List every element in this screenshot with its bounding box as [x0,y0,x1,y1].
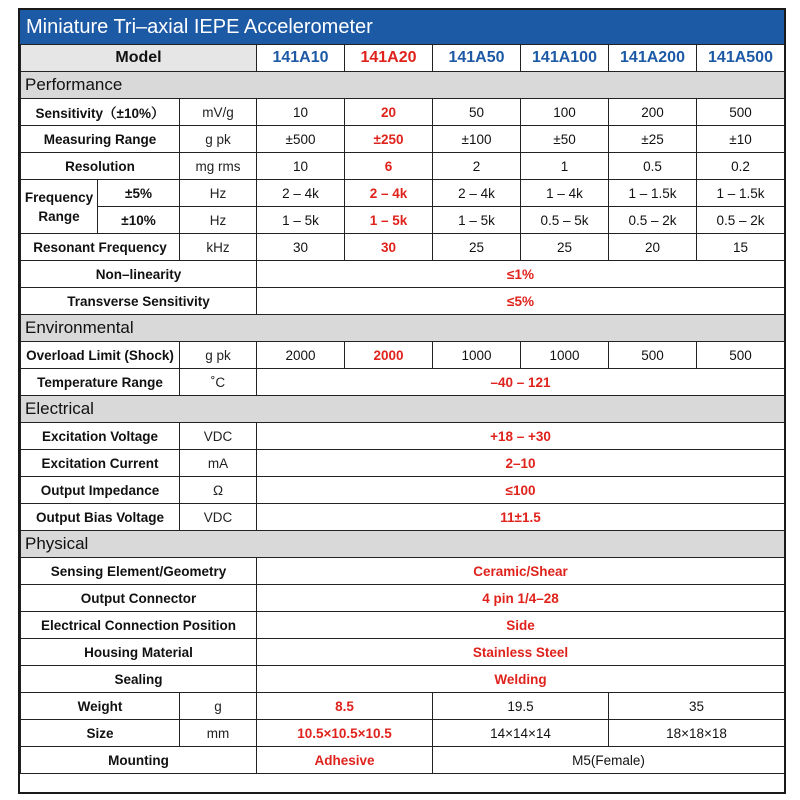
row-housing [21,639,785,666]
resonant-value: 30 [345,234,433,261]
range-label: Measuring Range [21,126,180,153]
model-141a50: 141A50 [433,45,521,72]
sensing-label: Sensing Element/Geometry [21,558,257,585]
resolution-unit: mg rms [180,153,257,180]
sealing-label: Sealing [21,666,257,693]
impedance-label: Output Impedance [21,477,180,504]
row-connector [21,585,785,612]
model-141a10: 141A10 [257,45,345,72]
frequency-10-value: 0.5 – 2k [697,207,785,234]
frequency-5-value: 2 – 4k [345,180,433,207]
exc-voltage-unit: VDC [180,423,257,450]
row-sealing [21,666,785,693]
frequency-10-value: 1 – 5k [433,207,521,234]
overload-value: 500 [609,342,697,369]
resolution-value: 1 [521,153,609,180]
resolution-value: 6 [345,153,433,180]
section-row-performance [21,72,785,99]
overload-value: 2000 [345,342,433,369]
resolution-value: 2 [433,153,521,180]
row-mounting [21,747,785,774]
sensitivity-value: 100 [521,99,609,126]
section-row-physical [21,531,785,558]
frequency-5-value: 2 – 4k [433,180,521,207]
section-row-electrical [21,396,785,423]
row-measuring-range [21,126,785,153]
row-excitation-voltage [21,423,785,450]
resonant-value: 30 [257,234,345,261]
position-label: Electrical Connection Position [21,612,257,639]
range-value: ±500 [257,126,345,153]
row-output-bias [21,504,785,531]
resonant-value: 20 [609,234,697,261]
mounting-value: M5(Female) [433,747,785,774]
overload-unit: g pk [180,342,257,369]
sensitivity-value: 500 [697,99,785,126]
sensitivity-unit: mV/g [180,99,257,126]
size-value: 10.5×10.5×10.5 [257,720,433,747]
impedance-value: ≤100 [257,477,785,504]
sensitivity-value: 50 [433,99,521,126]
sensitivity-label: Sensitivity（±10%） [21,99,180,126]
temperature-label: Temperature Range [21,369,180,396]
section-row-environmental [21,315,785,342]
frequency-10-value: 1 – 5k [257,207,345,234]
sensitivity-value: 10 [257,99,345,126]
housing-label: Housing Material [21,639,257,666]
frequency-label-line1: Frequency [24,189,94,205]
position-value: Side [257,612,785,639]
exc-current-value: 2–10 [257,450,785,477]
frequency-10-value: 0.5 – 2k [609,207,697,234]
overload-value: 500 [697,342,785,369]
range-unit: g pk [180,126,257,153]
bias-unit: VDC [180,504,257,531]
exc-voltage-value: +18 – +30 [257,423,785,450]
sensitivity-value: 20 [345,99,433,126]
exc-current-unit: mA [180,450,257,477]
weight-value: 35 [609,693,785,720]
row-connection-position [21,612,785,639]
housing-value: Stainless Steel [257,639,785,666]
range-value: ±50 [521,126,609,153]
model-label: Model [21,45,257,72]
resolution-value: 0.2 [697,153,785,180]
range-value: ±100 [433,126,521,153]
weight-value: 19.5 [433,693,609,720]
overload-value: 2000 [257,342,345,369]
sealing-value: Welding [257,666,785,693]
spec-table [20,44,785,774]
row-frequency-5 [21,180,785,207]
size-label: Size [21,720,180,747]
mounting-value: Adhesive [257,747,433,774]
section-performance: Performance [21,72,785,99]
row-resonant-frequency [21,234,785,261]
resonant-value: 15 [697,234,785,261]
resolution-label: Resolution [21,153,180,180]
section-environmental: Environmental [21,315,785,342]
temperature-value: –40 – 121 [257,369,785,396]
model-141a20: 141A20 [345,45,433,72]
resonant-label: Resonant Frequency [21,234,180,261]
resonant-unit: kHz [180,234,257,261]
sheet-title: Miniature Tri–axial IEPE Accelerometer [20,10,784,44]
mounting-label: Mounting [21,747,257,774]
weight-value: 8.5 [257,693,433,720]
frequency-10-value: 0.5 – 5k [521,207,609,234]
exc-current-label: Excitation Current [21,450,180,477]
size-value: 14×14×14 [433,720,609,747]
overload-value: 1000 [433,342,521,369]
row-temperature [21,369,785,396]
row-weight [21,693,785,720]
section-electrical: Electrical [21,396,785,423]
frequency-5-label: ±5% [98,180,180,207]
range-value: ±25 [609,126,697,153]
frequency-5-value: 1 – 1.5k [609,180,697,207]
row-sensitivity [21,99,785,126]
row-excitation-current [21,450,785,477]
transverse-value: ≤5% [257,288,785,315]
model-header-row [21,45,785,72]
frequency-10-value: 1 – 5k [345,207,433,234]
resolution-value: 0.5 [609,153,697,180]
bias-label: Output Bias Voltage [21,504,180,531]
frequency-5-value: 2 – 4k [257,180,345,207]
frequency-range-label [21,180,98,234]
model-141a500: 141A500 [697,45,785,72]
impedance-unit: Ω [180,477,257,504]
row-resolution [21,153,785,180]
overload-label: Overload Limit (Shock) [21,342,180,369]
model-141a100: 141A100 [521,45,609,72]
spec-sheet [18,8,786,794]
sensitivity-value: 200 [609,99,697,126]
frequency-5-value: 1 – 1.5k [697,180,785,207]
model-141a200: 141A200 [609,45,697,72]
resolution-value: 10 [257,153,345,180]
sensing-value: Ceramic/Shear [257,558,785,585]
row-sensing [21,558,785,585]
transverse-label: Transverse Sensitivity [21,288,257,315]
weight-unit: g [180,693,257,720]
overload-value: 1000 [521,342,609,369]
frequency-label-line2: Range [38,208,80,224]
nonlinearity-label: Non–linearity [21,261,257,288]
range-value: ±250 [345,126,433,153]
frequency-10-label: ±10% [98,207,180,234]
resonant-value: 25 [433,234,521,261]
range-value: ±10 [697,126,785,153]
temperature-unit: ˚C [180,369,257,396]
size-value: 18×18×18 [609,720,785,747]
exc-voltage-label: Excitation Voltage [21,423,180,450]
row-frequency-10 [21,207,785,234]
row-size [21,720,785,747]
row-output-impedance [21,477,785,504]
row-transverse-sensitivity [21,288,785,315]
connector-label: Output Connector [21,585,257,612]
weight-label: Weight [21,693,180,720]
row-non-linearity [21,261,785,288]
nonlinearity-value: ≤1% [257,261,785,288]
section-physical: Physical [21,531,785,558]
row-overload [21,342,785,369]
frequency-10-unit: Hz [180,207,257,234]
connector-value: 4 pin 1/4–28 [257,585,785,612]
resonant-value: 25 [521,234,609,261]
frequency-5-unit: Hz [180,180,257,207]
bias-value: 11±1.5 [257,504,785,531]
frequency-5-value: 1 – 4k [521,180,609,207]
size-unit: mm [180,720,257,747]
